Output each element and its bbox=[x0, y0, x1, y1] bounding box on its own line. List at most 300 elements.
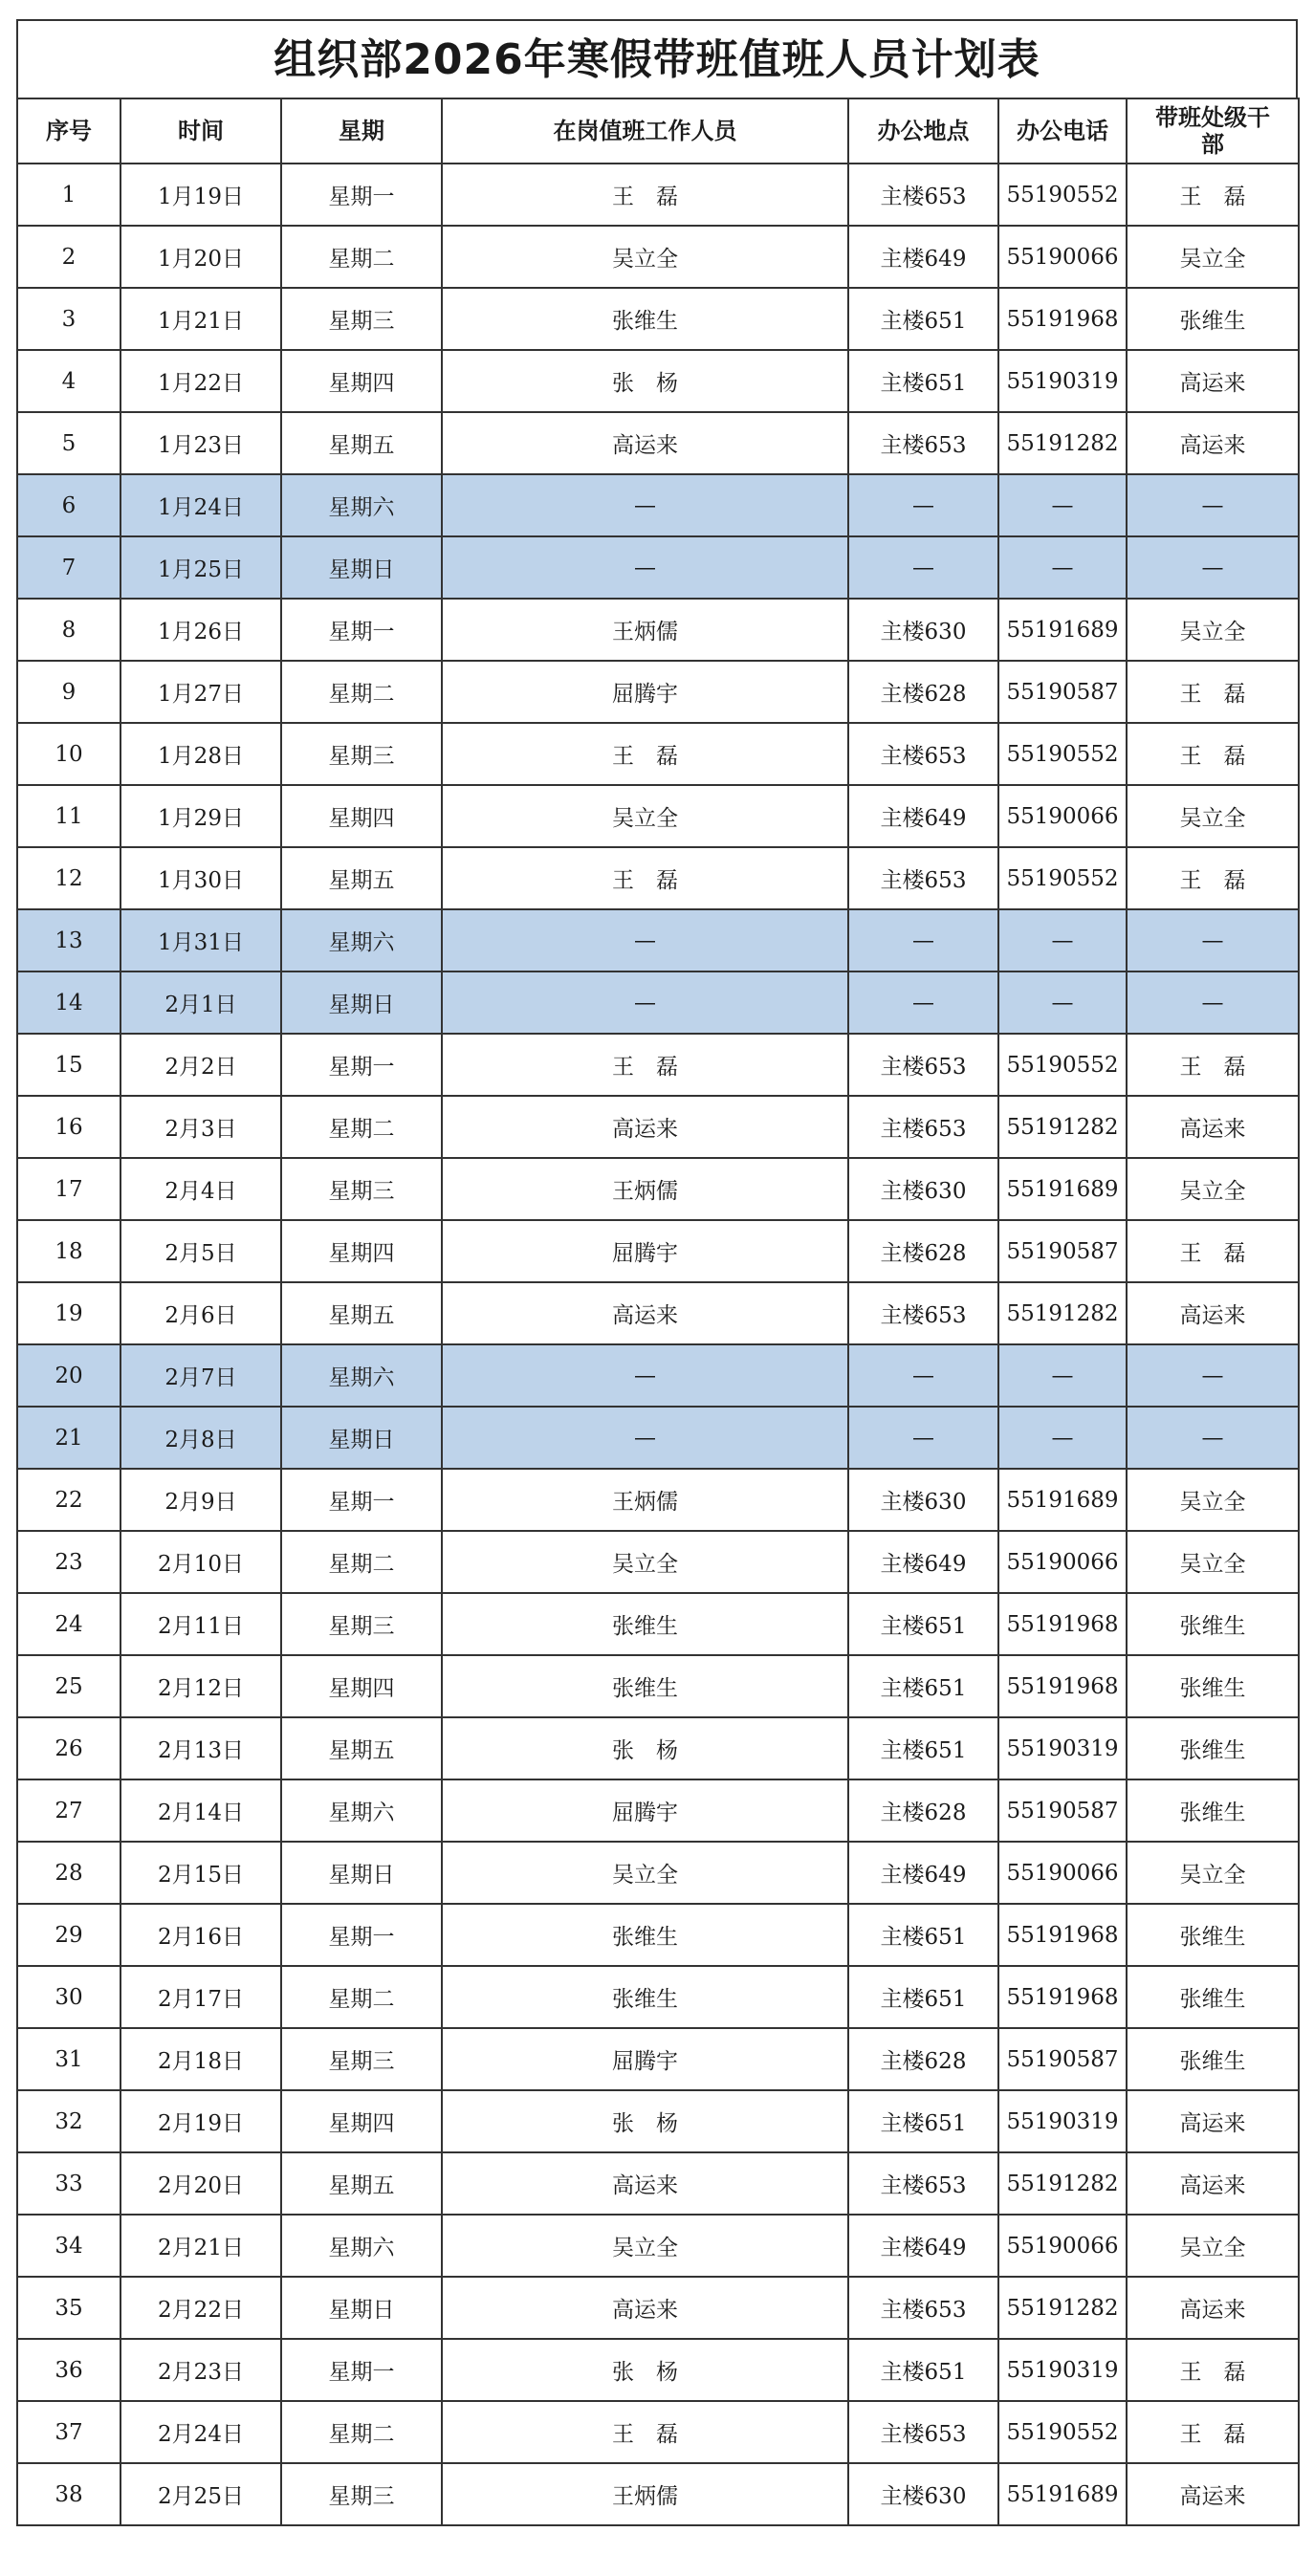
table-row bbox=[17, 1904, 1299, 1966]
cell-date: 2月25日 bbox=[120, 2463, 281, 2525]
cell-staff: 高运来 bbox=[442, 2152, 848, 2215]
page-title: 组织部2026年寒假带班值班人员计划表 bbox=[16, 19, 1298, 98]
table-header-row bbox=[17, 98, 1299, 164]
cell-office: 主楼653 bbox=[848, 847, 998, 909]
cell-index: 11 bbox=[17, 785, 120, 847]
cell-index: 6 bbox=[17, 474, 120, 536]
cell-weekday: 星期日 bbox=[281, 971, 442, 1034]
cell-office: 主楼630 bbox=[848, 599, 998, 661]
cell-phone: 55191968 bbox=[998, 1593, 1127, 1655]
cell-leader: 张维生 bbox=[1127, 288, 1299, 350]
cell-date: 1月24日 bbox=[120, 474, 281, 536]
cell-leader: 高运来 bbox=[1127, 2090, 1299, 2152]
cell-phone: 55191968 bbox=[998, 1966, 1127, 2028]
cell-leader: 张维生 bbox=[1127, 2028, 1299, 2090]
table-row bbox=[17, 1842, 1299, 1904]
cell-index: 32 bbox=[17, 2090, 120, 2152]
cell-staff: 吴立全 bbox=[442, 785, 848, 847]
cell-phone: 55190552 bbox=[998, 2401, 1127, 2463]
cell-office: 主楼651 bbox=[848, 1655, 998, 1717]
table-row bbox=[17, 226, 1299, 288]
cell-weekday: 星期二 bbox=[281, 1096, 442, 1158]
table-row bbox=[17, 412, 1299, 474]
cell-index: 17 bbox=[17, 1158, 120, 1220]
header-staff: 在岗值班工作人员 bbox=[442, 98, 848, 164]
cell-phone: 55190066 bbox=[998, 1842, 1127, 1904]
table-row bbox=[17, 2215, 1299, 2277]
cell-staff: 王炳儒 bbox=[442, 1469, 848, 1531]
cell-weekday: 星期二 bbox=[281, 661, 442, 723]
table-row bbox=[17, 971, 1299, 1034]
cell-staff: — bbox=[442, 1407, 848, 1469]
cell-weekday: 星期一 bbox=[281, 1034, 442, 1096]
duty-schedule-sheet bbox=[16, 19, 1298, 2526]
cell-leader: 高运来 bbox=[1127, 2277, 1299, 2339]
cell-index: 14 bbox=[17, 971, 120, 1034]
cell-office: — bbox=[848, 971, 998, 1034]
cell-date: 2月24日 bbox=[120, 2401, 281, 2463]
table-row bbox=[17, 350, 1299, 412]
cell-phone: — bbox=[998, 1407, 1127, 1469]
table-row bbox=[17, 1158, 1299, 1220]
cell-weekday: 星期二 bbox=[281, 2401, 442, 2463]
cell-staff: 屈腾宇 bbox=[442, 661, 848, 723]
cell-staff: 吴立全 bbox=[442, 2215, 848, 2277]
cell-weekday: 星期一 bbox=[281, 2339, 442, 2401]
cell-staff: 屈腾宇 bbox=[442, 2028, 848, 2090]
table-row bbox=[17, 599, 1299, 661]
cell-office: 主楼649 bbox=[848, 2215, 998, 2277]
cell-date: 1月20日 bbox=[120, 226, 281, 288]
cell-phone: — bbox=[998, 1344, 1127, 1407]
cell-index: 8 bbox=[17, 599, 120, 661]
cell-staff: 高运来 bbox=[442, 1282, 848, 1344]
cell-date: 2月3日 bbox=[120, 1096, 281, 1158]
cell-index: 27 bbox=[17, 1779, 120, 1842]
cell-index: 24 bbox=[17, 1593, 120, 1655]
cell-index: 26 bbox=[17, 1717, 120, 1779]
cell-staff: — bbox=[442, 909, 848, 971]
cell-index: 34 bbox=[17, 2215, 120, 2277]
cell-weekday: 星期三 bbox=[281, 288, 442, 350]
cell-weekday: 星期日 bbox=[281, 1842, 442, 1904]
cell-weekday: 星期六 bbox=[281, 2215, 442, 2277]
cell-office: — bbox=[848, 1344, 998, 1407]
cell-index: 25 bbox=[17, 1655, 120, 1717]
cell-weekday: 星期六 bbox=[281, 1779, 442, 1842]
cell-index: 15 bbox=[17, 1034, 120, 1096]
cell-staff: 张 杨 bbox=[442, 2090, 848, 2152]
cell-phone: 55190552 bbox=[998, 847, 1127, 909]
table-row bbox=[17, 2152, 1299, 2215]
table-body bbox=[17, 164, 1299, 2525]
cell-date: 1月23日 bbox=[120, 412, 281, 474]
cell-index: 21 bbox=[17, 1407, 120, 1469]
cell-date: 1月30日 bbox=[120, 847, 281, 909]
cell-office: 主楼653 bbox=[848, 412, 998, 474]
cell-office: — bbox=[848, 909, 998, 971]
cell-staff: 王 磊 bbox=[442, 1034, 848, 1096]
table-row bbox=[17, 1034, 1299, 1096]
cell-leader: 吴立全 bbox=[1127, 1842, 1299, 1904]
cell-office: 主楼653 bbox=[848, 164, 998, 226]
table-row bbox=[17, 2463, 1299, 2525]
cell-date: 2月5日 bbox=[120, 1220, 281, 1282]
cell-leader: 吴立全 bbox=[1127, 599, 1299, 661]
cell-office: 主楼651 bbox=[848, 1717, 998, 1779]
cell-office: 主楼653 bbox=[848, 1096, 998, 1158]
cell-date: 2月22日 bbox=[120, 2277, 281, 2339]
cell-date: 1月25日 bbox=[120, 536, 281, 599]
cell-office: — bbox=[848, 536, 998, 599]
cell-index: 9 bbox=[17, 661, 120, 723]
header-date: 时间 bbox=[120, 98, 281, 164]
cell-date: 1月28日 bbox=[120, 723, 281, 785]
table-row bbox=[17, 1282, 1299, 1344]
cell-date: 2月1日 bbox=[120, 971, 281, 1034]
table-row bbox=[17, 1469, 1299, 1531]
cell-leader: 王 磊 bbox=[1127, 2339, 1299, 2401]
table-row bbox=[17, 288, 1299, 350]
cell-leader: — bbox=[1127, 1407, 1299, 1469]
cell-leader: — bbox=[1127, 971, 1299, 1034]
cell-leader: 高运来 bbox=[1127, 2152, 1299, 2215]
cell-date: 2月8日 bbox=[120, 1407, 281, 1469]
cell-weekday: 星期日 bbox=[281, 1407, 442, 1469]
cell-phone: 55190587 bbox=[998, 1220, 1127, 1282]
cell-date: 2月11日 bbox=[120, 1593, 281, 1655]
cell-date: 2月13日 bbox=[120, 1717, 281, 1779]
cell-index: 23 bbox=[17, 1531, 120, 1593]
cell-index: 12 bbox=[17, 847, 120, 909]
cell-phone: — bbox=[998, 474, 1127, 536]
cell-staff: 张 杨 bbox=[442, 2339, 848, 2401]
cell-date: 2月23日 bbox=[120, 2339, 281, 2401]
cell-staff: 吴立全 bbox=[442, 1531, 848, 1593]
cell-date: 2月2日 bbox=[120, 1034, 281, 1096]
table-row bbox=[17, 1655, 1299, 1717]
cell-staff: 屈腾宇 bbox=[442, 1779, 848, 1842]
cell-staff: 王 磊 bbox=[442, 164, 848, 226]
cell-office: 主楼630 bbox=[848, 1469, 998, 1531]
table-row bbox=[17, 1966, 1299, 2028]
cell-date: 2月19日 bbox=[120, 2090, 281, 2152]
cell-phone: 55190066 bbox=[998, 226, 1127, 288]
cell-leader: 吴立全 bbox=[1127, 1469, 1299, 1531]
cell-date: 2月16日 bbox=[120, 1904, 281, 1966]
cell-phone: 55190552 bbox=[998, 164, 1127, 226]
cell-leader: 张维生 bbox=[1127, 1779, 1299, 1842]
cell-staff: 王炳儒 bbox=[442, 599, 848, 661]
cell-staff: 张维生 bbox=[442, 1966, 848, 2028]
cell-phone: 55191689 bbox=[998, 599, 1127, 661]
cell-phone: 55191968 bbox=[998, 288, 1127, 350]
cell-staff: 吴立全 bbox=[442, 226, 848, 288]
cell-phone: 55191689 bbox=[998, 1158, 1127, 1220]
cell-staff: — bbox=[442, 1344, 848, 1407]
cell-staff: 王炳儒 bbox=[442, 2463, 848, 2525]
table-row bbox=[17, 1531, 1299, 1593]
cell-office: 主楼653 bbox=[848, 2401, 998, 2463]
cell-phone: — bbox=[998, 909, 1127, 971]
cell-index: 20 bbox=[17, 1344, 120, 1407]
table-row bbox=[17, 2028, 1299, 2090]
cell-weekday: 星期一 bbox=[281, 599, 442, 661]
cell-index: 28 bbox=[17, 1842, 120, 1904]
table-row bbox=[17, 1593, 1299, 1655]
cell-date: 1月19日 bbox=[120, 164, 281, 226]
cell-date: 2月17日 bbox=[120, 1966, 281, 2028]
cell-weekday: 星期二 bbox=[281, 1966, 442, 2028]
cell-staff: — bbox=[442, 536, 848, 599]
cell-phone: 55190587 bbox=[998, 661, 1127, 723]
cell-leader: 张维生 bbox=[1127, 1904, 1299, 1966]
cell-index: 22 bbox=[17, 1469, 120, 1531]
cell-staff: 王炳儒 bbox=[442, 1158, 848, 1220]
cell-weekday: 星期二 bbox=[281, 226, 442, 288]
cell-index: 10 bbox=[17, 723, 120, 785]
cell-office: 主楼628 bbox=[848, 2028, 998, 2090]
cell-weekday: 星期五 bbox=[281, 1717, 442, 1779]
cell-index: 37 bbox=[17, 2401, 120, 2463]
cell-weekday: 星期日 bbox=[281, 536, 442, 599]
cell-weekday: 星期四 bbox=[281, 1220, 442, 1282]
cell-leader: 高运来 bbox=[1127, 412, 1299, 474]
cell-date: 1月26日 bbox=[120, 599, 281, 661]
cell-leader: 高运来 bbox=[1127, 2463, 1299, 2525]
cell-weekday: 星期五 bbox=[281, 1282, 442, 1344]
cell-office: 主楼653 bbox=[848, 2152, 998, 2215]
cell-phone: 55190066 bbox=[998, 2215, 1127, 2277]
cell-office: 主楼651 bbox=[848, 2339, 998, 2401]
cell-date: 2月20日 bbox=[120, 2152, 281, 2215]
cell-leader: 高运来 bbox=[1127, 1282, 1299, 1344]
cell-date: 1月29日 bbox=[120, 785, 281, 847]
cell-staff: 王 磊 bbox=[442, 2401, 848, 2463]
cell-phone: 55191689 bbox=[998, 1469, 1127, 1531]
cell-office: 主楼630 bbox=[848, 2463, 998, 2525]
cell-leader: — bbox=[1127, 909, 1299, 971]
table-row bbox=[17, 536, 1299, 599]
cell-phone: 55190066 bbox=[998, 1531, 1127, 1593]
cell-date: 2月12日 bbox=[120, 1655, 281, 1717]
cell-leader: 吴立全 bbox=[1127, 785, 1299, 847]
cell-office: — bbox=[848, 474, 998, 536]
cell-weekday: 星期三 bbox=[281, 2463, 442, 2525]
cell-phone: — bbox=[998, 971, 1127, 1034]
cell-weekday: 星期一 bbox=[281, 1469, 442, 1531]
cell-index: 5 bbox=[17, 412, 120, 474]
cell-leader: 张维生 bbox=[1127, 1593, 1299, 1655]
cell-staff: 张 杨 bbox=[442, 350, 848, 412]
cell-weekday: 星期三 bbox=[281, 2028, 442, 2090]
cell-leader: 张维生 bbox=[1127, 1655, 1299, 1717]
cell-office: 主楼628 bbox=[848, 1779, 998, 1842]
header-weekday: 星期 bbox=[281, 98, 442, 164]
cell-weekday: 星期三 bbox=[281, 723, 442, 785]
table-row bbox=[17, 1717, 1299, 1779]
cell-weekday: 星期三 bbox=[281, 1593, 442, 1655]
table-row bbox=[17, 1344, 1299, 1407]
cell-weekday: 星期六 bbox=[281, 909, 442, 971]
cell-leader: 王 磊 bbox=[1127, 1034, 1299, 1096]
cell-leader: — bbox=[1127, 474, 1299, 536]
cell-date: 2月6日 bbox=[120, 1282, 281, 1344]
cell-office: 主楼649 bbox=[848, 226, 998, 288]
header-office: 办公地点 bbox=[848, 98, 998, 164]
cell-phone: 55190587 bbox=[998, 2028, 1127, 2090]
cell-office: 主楼651 bbox=[848, 1904, 998, 1966]
cell-office: 主楼649 bbox=[848, 785, 998, 847]
cell-index: 19 bbox=[17, 1282, 120, 1344]
cell-date: 2月21日 bbox=[120, 2215, 281, 2277]
cell-phone: — bbox=[998, 536, 1127, 599]
cell-phone: 55190319 bbox=[998, 350, 1127, 412]
table-row bbox=[17, 474, 1299, 536]
cell-index: 30 bbox=[17, 1966, 120, 2028]
cell-office: 主楼651 bbox=[848, 2090, 998, 2152]
cell-index: 16 bbox=[17, 1096, 120, 1158]
cell-phone: 55191282 bbox=[998, 412, 1127, 474]
cell-index: 1 bbox=[17, 164, 120, 226]
cell-index: 29 bbox=[17, 1904, 120, 1966]
cell-index: 4 bbox=[17, 350, 120, 412]
cell-leader: 王 磊 bbox=[1127, 723, 1299, 785]
header-index: 序号 bbox=[17, 98, 120, 164]
table-row bbox=[17, 661, 1299, 723]
cell-weekday: 星期五 bbox=[281, 2152, 442, 2215]
cell-leader: 吴立全 bbox=[1127, 2215, 1299, 2277]
cell-phone: 55191282 bbox=[998, 1282, 1127, 1344]
cell-index: 31 bbox=[17, 2028, 120, 2090]
cell-leader: 张维生 bbox=[1127, 1717, 1299, 1779]
cell-office: 主楼628 bbox=[848, 661, 998, 723]
cell-weekday: 星期四 bbox=[281, 2090, 442, 2152]
cell-weekday: 星期二 bbox=[281, 1531, 442, 1593]
table-row bbox=[17, 847, 1299, 909]
cell-index: 38 bbox=[17, 2463, 120, 2525]
cell-date: 2月4日 bbox=[120, 1158, 281, 1220]
cell-index: 13 bbox=[17, 909, 120, 971]
cell-phone: 55191282 bbox=[998, 1096, 1127, 1158]
cell-index: 2 bbox=[17, 226, 120, 288]
cell-weekday: 星期六 bbox=[281, 474, 442, 536]
cell-leader: — bbox=[1127, 1344, 1299, 1407]
cell-weekday: 星期一 bbox=[281, 1904, 442, 1966]
table-row bbox=[17, 1096, 1299, 1158]
cell-phone: 55190319 bbox=[998, 1717, 1127, 1779]
cell-staff: 张 杨 bbox=[442, 1717, 848, 1779]
cell-office: 主楼653 bbox=[848, 1034, 998, 1096]
table-row bbox=[17, 785, 1299, 847]
cell-weekday: 星期五 bbox=[281, 412, 442, 474]
cell-office: 主楼651 bbox=[848, 288, 998, 350]
cell-phone: 55190552 bbox=[998, 1034, 1127, 1096]
cell-date: 1月22日 bbox=[120, 350, 281, 412]
cell-staff: 高运来 bbox=[442, 412, 848, 474]
cell-date: 2月14日 bbox=[120, 1779, 281, 1842]
cell-leader: 吴立全 bbox=[1127, 1531, 1299, 1593]
cell-office: 主楼653 bbox=[848, 2277, 998, 2339]
cell-date: 2月18日 bbox=[120, 2028, 281, 2090]
cell-index: 3 bbox=[17, 288, 120, 350]
cell-date: 2月7日 bbox=[120, 1344, 281, 1407]
table-row bbox=[17, 2277, 1299, 2339]
cell-index: 35 bbox=[17, 2277, 120, 2339]
cell-phone: 55190066 bbox=[998, 785, 1127, 847]
cell-staff: 高运来 bbox=[442, 1096, 848, 1158]
table-row bbox=[17, 2339, 1299, 2401]
table-row bbox=[17, 164, 1299, 226]
cell-weekday: 星期六 bbox=[281, 1344, 442, 1407]
cell-phone: 55190552 bbox=[998, 723, 1127, 785]
cell-phone: 55190319 bbox=[998, 2339, 1127, 2401]
cell-leader: 高运来 bbox=[1127, 350, 1299, 412]
cell-date: 1月21日 bbox=[120, 288, 281, 350]
cell-date: 2月15日 bbox=[120, 1842, 281, 1904]
cell-leader: — bbox=[1127, 536, 1299, 599]
cell-leader: 王 磊 bbox=[1127, 661, 1299, 723]
cell-staff: 王 磊 bbox=[442, 723, 848, 785]
cell-leader: 王 磊 bbox=[1127, 1220, 1299, 1282]
cell-leader: 张维生 bbox=[1127, 1966, 1299, 2028]
table-row bbox=[17, 1220, 1299, 1282]
cell-weekday: 星期三 bbox=[281, 1158, 442, 1220]
duty-schedule-table bbox=[16, 98, 1300, 2526]
cell-date: 2月9日 bbox=[120, 1469, 281, 1531]
cell-staff: — bbox=[442, 971, 848, 1034]
cell-phone: 55191968 bbox=[998, 1904, 1127, 1966]
cell-staff: 张维生 bbox=[442, 1593, 848, 1655]
cell-phone: 55191689 bbox=[998, 2463, 1127, 2525]
table-row bbox=[17, 1779, 1299, 1842]
cell-leader: 吴立全 bbox=[1127, 226, 1299, 288]
cell-phone: 55191968 bbox=[998, 1655, 1127, 1717]
cell-leader: 高运来 bbox=[1127, 1096, 1299, 1158]
cell-staff: 高运来 bbox=[442, 2277, 848, 2339]
cell-office: 主楼653 bbox=[848, 723, 998, 785]
cell-office: 主楼649 bbox=[848, 1531, 998, 1593]
cell-leader: 王 磊 bbox=[1127, 847, 1299, 909]
cell-date: 1月27日 bbox=[120, 661, 281, 723]
table-row bbox=[17, 2090, 1299, 2152]
cell-leader: 王 磊 bbox=[1127, 2401, 1299, 2463]
cell-index: 36 bbox=[17, 2339, 120, 2401]
cell-index: 33 bbox=[17, 2152, 120, 2215]
cell-date: 2月10日 bbox=[120, 1531, 281, 1593]
table-row bbox=[17, 909, 1299, 971]
header-phone: 办公电话 bbox=[998, 98, 1127, 164]
cell-phone: 55190319 bbox=[998, 2090, 1127, 2152]
cell-weekday: 星期日 bbox=[281, 2277, 442, 2339]
cell-date: 1月31日 bbox=[120, 909, 281, 971]
table-row bbox=[17, 2401, 1299, 2463]
cell-weekday: 星期一 bbox=[281, 164, 442, 226]
cell-phone: 55190587 bbox=[998, 1779, 1127, 1842]
cell-office: 主楼628 bbox=[848, 1220, 998, 1282]
cell-leader: 吴立全 bbox=[1127, 1158, 1299, 1220]
cell-staff: 屈腾宇 bbox=[442, 1220, 848, 1282]
table-row bbox=[17, 723, 1299, 785]
cell-weekday: 星期四 bbox=[281, 350, 442, 412]
cell-index: 7 bbox=[17, 536, 120, 599]
cell-phone: 55191282 bbox=[998, 2277, 1127, 2339]
cell-staff: 张维生 bbox=[442, 288, 848, 350]
cell-office: 主楼653 bbox=[848, 1282, 998, 1344]
cell-office: 主楼651 bbox=[848, 1966, 998, 2028]
cell-staff: 张维生 bbox=[442, 1904, 848, 1966]
cell-weekday: 星期四 bbox=[281, 785, 442, 847]
